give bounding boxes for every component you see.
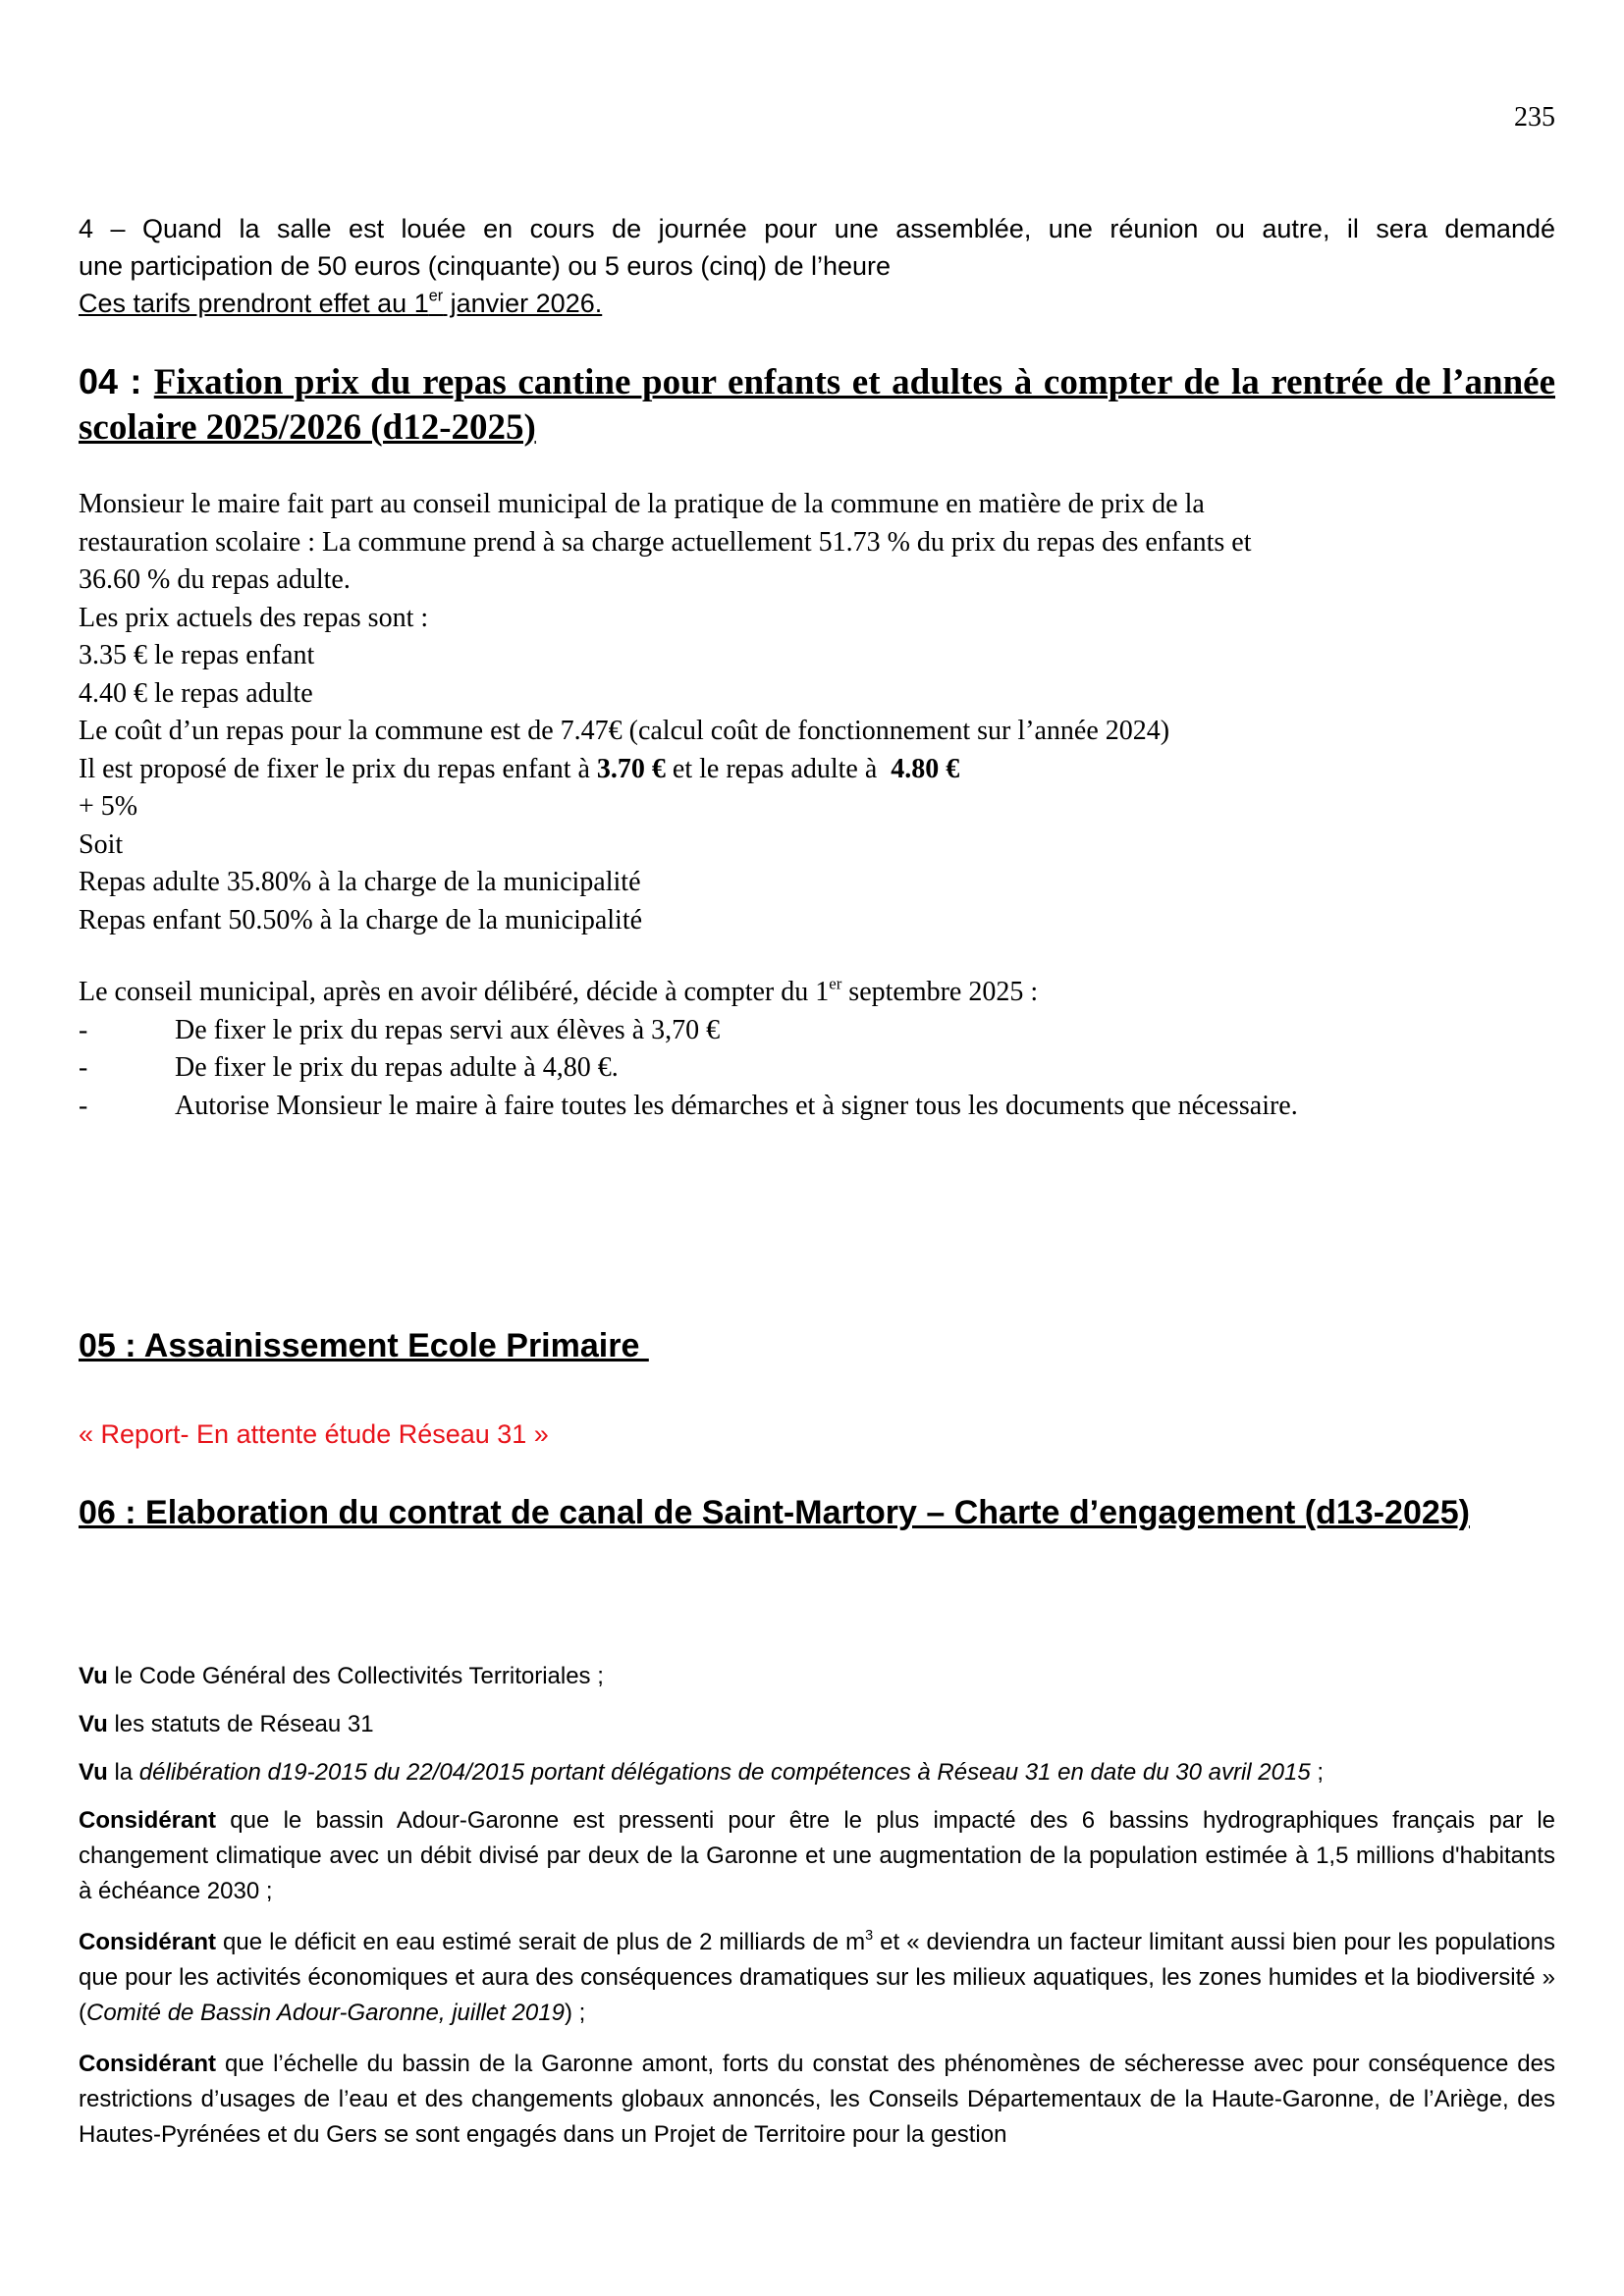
section-04-number: 04 : — [79, 361, 154, 401]
body-line: 36.60 % du repas adulte. — [79, 564, 351, 595]
effect-suffix: janvier 2026. — [443, 289, 603, 318]
considerant-end: ) ; — [564, 2000, 586, 2026]
decision-prefix: Le conseil municipal, après en avoir délibéré, décide à compter du 1 — [79, 977, 830, 1007]
body-line: Les prix actuels des repas sont : — [79, 602, 429, 633]
vu-label: Vu — [79, 1663, 108, 1689]
vu-end: ; — [1310, 1759, 1325, 1786]
body-line: restauration scolaire : La commune prend à sa charge actuellement 51.73 % du prix du repas des enfants et — [79, 526, 1252, 558]
effect-prefix: Ces tarifs prendront effet au 1 — [79, 289, 429, 318]
vu-text: le Code Général des Collectivités Territoriales ; — [107, 1663, 604, 1689]
considerant-clause-1 — [79, 1803, 1555, 1909]
body-line: + 5% — [79, 791, 138, 822]
bullet-text: De fixer le prix du repas adulte à 4,80 €. — [175, 1052, 619, 1083]
proposal-adult-price: 4.80 € — [891, 753, 960, 784]
superscript: 3 — [865, 1927, 874, 1944]
body-line: Le coût d’un repas pour la commune est de 7.47€ (calcul coût de fonctionnement sur l’année 2024) — [79, 716, 1170, 746]
vu-label: Vu — [79, 1759, 108, 1786]
vu-label: Vu — [79, 1711, 108, 1737]
considerant-clause-3 — [79, 2047, 1555, 2153]
vu-clause-3 — [79, 1755, 1555, 1790]
section-04-title: Fixation prix du repas cantine pour enfants et adultes à compter de la rentrée de l’année scolaire 2025/2026 (d12-2025) — [79, 362, 1555, 448]
vu-clause-1 — [79, 1659, 1555, 1694]
body-line: 3.35 € le repas enfant — [79, 640, 315, 670]
section-05-note: « Report- En attente étude Réseau 31 » — [79, 1419, 549, 1449]
considerant-text: que l’échelle du bassin de la Garonne amont, forts du constat des phénomènes de sécheresse avec pour conséquence des restrictions d’usages de l’eau et des changements globaux annoncés, les Conseils Départementaux de la Haute-Garonne, de l’Ariège, des Hautes-Pyrénées et du Gers se sont engagés dans un Projet de Territoire pour la gestion — [79, 2051, 1555, 2148]
section-04-body — [79, 486, 1555, 939]
decision-intro — [79, 974, 1555, 1012]
considerant-label: Considérant — [79, 1807, 217, 1834]
decision-sup: er — [829, 974, 842, 993]
considerant-label: Considérant — [79, 2051, 217, 2077]
vu-clause-2 — [79, 1707, 1555, 1742]
bullet-text: Autorise Monsieur le maire à faire toutes les démarches et à signer tous les documents que nécessaire. — [175, 1090, 1298, 1121]
considerant-text: et « deviendra un facteur limitant aussi bien pour les populations que pour les activités économiques et aura des conséquences dramatiques sur les milieux aquatiques, les zones humides et la biodiversité » ( — [79, 1929, 1555, 2026]
intro-paragraph — [79, 210, 1555, 322]
considerant-text: que le déficit en eau estimé serait de plus de 2 milliards de m — [216, 1929, 866, 1955]
body-line: Repas adulte 35.80% à la charge de la municipalité — [79, 867, 641, 897]
bullet-text: De fixer le prix du repas servi aux élèves à 3,70 € — [175, 1014, 721, 1045]
bullet-dash: - — [79, 1090, 88, 1121]
decision-bullet — [79, 1012, 1555, 1050]
citation-italic: Comité de Bassin Adour-Garonne, juillet 2019 — [86, 2000, 565, 2026]
effect-date-line — [79, 285, 1555, 322]
considerant-text: que le bassin Adour-Garonne est pressenti pour être le plus impacté des 6 bassins hydrographiques français par le changement climatique avec un débit divisé par deux de la Garonne et une augmentation de la population estimée à 1,5 millions d'habitants à échéance 2030 ; — [79, 1807, 1555, 1904]
bullet-dash: - — [79, 1014, 88, 1045]
decision-bullet — [79, 1049, 1555, 1088]
proposal-mid: et le repas adulte à — [665, 753, 892, 784]
vu-italic-text: délibération d19-2015 du 22/04/2015 portant délégations de compétences à Réseau 31 en date du 30 avril 2015 — [138, 1759, 1311, 1786]
vu-text: les statuts de Réseau 31 — [107, 1711, 374, 1737]
proposal-line — [79, 751, 1555, 789]
decision-suffix: septembre 2025 : — [841, 977, 1039, 1007]
body-line: 4.40 € le repas adulte — [79, 677, 313, 709]
proposal-child-price: 3.70 € — [596, 753, 666, 784]
section-05-heading: 05 : Assainissement Ecole Primaire — [79, 1327, 649, 1364]
page-number: 235 — [1514, 102, 1555, 133]
section-04-decision — [79, 974, 1555, 1125]
body-line: Monsieur le maire fait part au conseil municipal de la pratique de la commune en matière de prix de la — [79, 489, 1205, 519]
section-06-heading: 06 : Elaboration du contrat de canal de Saint-Martory – Charte d’engagement (d13-2025) — [79, 1494, 1470, 1531]
section-04-heading — [79, 359, 1555, 451]
considerant-label: Considérant — [79, 1929, 217, 1955]
bullet-dash: - — [79, 1052, 88, 1083]
item4-line2: une participation de 50 euros (cinquante) ou 5 euros (cinq) de l’heure — [79, 251, 892, 281]
body-line: Repas enfant 50.50% à la charge de la municipalité — [79, 904, 643, 935]
proposal-prefix: Il est proposé de fixer le prix du repas enfant à — [79, 753, 597, 784]
considerant-clause-2 — [79, 1925, 1555, 2031]
vu-text: la — [107, 1759, 139, 1786]
effect-sup: er — [428, 287, 444, 305]
body-line: Soit — [79, 828, 124, 860]
decision-bullet — [79, 1088, 1555, 1126]
item4-line1: 4 – Quand la salle est louée en cours de journée pour une assemblée, une réunion ou autre, il sera demandé — [79, 214, 1555, 243]
